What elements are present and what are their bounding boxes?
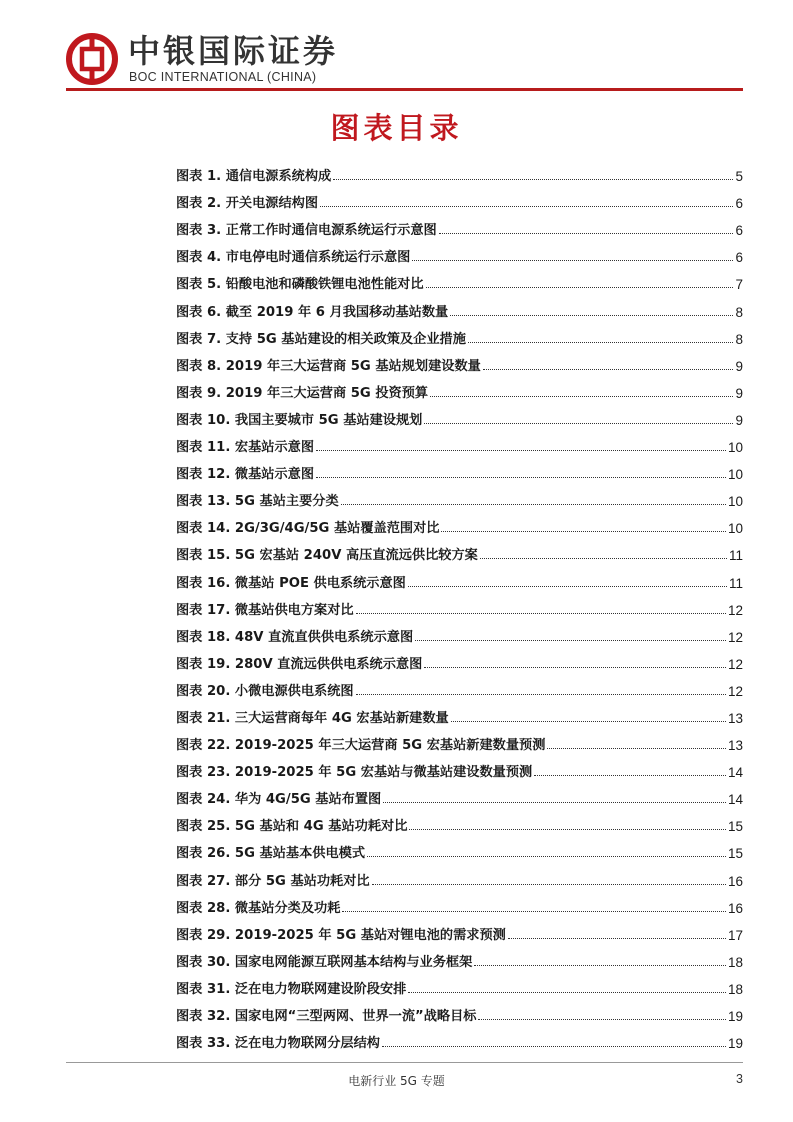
toc-entry-page[interactable]: 16 — [727, 900, 743, 916]
toc-entry-label[interactable]: 图表 20. 小微电源供电系统图 — [176, 683, 354, 699]
toc-entry-label[interactable]: 图表 4. 市电停电时通信系统运行示意图 — [176, 250, 411, 266]
toc-entry[interactable] — [176, 428, 743, 455]
toc-dot-leader — [474, 965, 726, 966]
toc-entry-page[interactable]: 8 — [735, 304, 743, 320]
toc-entry[interactable] — [176, 943, 743, 970]
toc-entry[interactable] — [176, 320, 743, 347]
toc-dot-leader — [441, 531, 726, 532]
header-divider — [66, 88, 743, 91]
footer-report-title: 电新行业 5G 专题 — [348, 1074, 445, 1088]
toc-entry-label[interactable]: 图表 26. 5G 基站基本供电模式 — [176, 846, 366, 862]
toc-dot-leader — [534, 775, 726, 776]
toc-entry-page[interactable]: 10 — [727, 467, 743, 483]
footer-page-number: 3 — [736, 1072, 743, 1086]
toc-entry-label[interactable]: 图表 30. 国家电网能源互联网基本结构与业务框架 — [176, 954, 473, 970]
toc-dot-leader — [372, 884, 726, 885]
toc-entry[interactable] — [176, 455, 743, 482]
toc-entry-page[interactable]: 7 — [735, 277, 743, 293]
toc-dot-leader — [430, 396, 733, 397]
toc-entry[interactable] — [176, 970, 743, 997]
brand-name-en: BOC INTERNATIONAL (CHINA) — [129, 70, 317, 84]
toc-entry-label[interactable]: 图表 28. 微基站分类及功耗 — [176, 900, 341, 916]
toc-entry-page[interactable]: 17 — [727, 927, 743, 943]
toc-entry-page[interactable]: 10 — [727, 521, 743, 537]
toc-entry-label[interactable]: 图表 21. 三大运营商每年 4G 宏基站新建数量 — [176, 710, 449, 726]
toc-entry[interactable] — [176, 211, 743, 238]
toc-dot-leader — [367, 856, 726, 857]
toc-entry-page[interactable]: 19 — [727, 1009, 743, 1024]
toc-entry[interactable] — [176, 536, 743, 563]
toc-entry-label[interactable]: 图表 16. 微基站 POE 供电系统示意图 — [176, 575, 406, 591]
toc-entry-page[interactable]: 6 — [735, 250, 743, 266]
toc-entry-label[interactable]: 图表 19. 280V 直流远供供电系统示意图 — [176, 656, 423, 672]
toc-entry-label[interactable]: 图表 9. 2019 年三大运营商 5G 投资预算 — [176, 385, 429, 401]
toc-entry-page[interactable]: 6 — [735, 223, 743, 239]
toc-entry-label[interactable]: 图表 7. 支持 5G 基站建设的相关政策及企业措施 — [176, 331, 466, 347]
toc-dot-leader — [483, 369, 734, 370]
toc-dot-leader — [316, 450, 726, 451]
toc-entry-page[interactable]: 15 — [727, 846, 743, 862]
toc-entry-page[interactable]: 11 — [728, 575, 743, 591]
toc-dot-leader — [408, 992, 726, 993]
toc-entry[interactable] — [176, 753, 743, 780]
toc-dot-leader — [356, 694, 726, 695]
toc-dot-leader — [342, 911, 726, 912]
toc-entry[interactable] — [176, 591, 743, 618]
toc-entry[interactable] — [176, 184, 743, 211]
toc-entry-label[interactable]: 图表 3. 正常工作时通信电源系统运行示意图 — [176, 223, 437, 239]
toc-entry[interactable] — [176, 997, 743, 1024]
toc-entry[interactable] — [176, 672, 743, 699]
toc-entry[interactable] — [176, 726, 743, 753]
toc-dot-leader — [408, 586, 727, 587]
toc-entry[interactable] — [176, 482, 743, 509]
toc-entry-label[interactable]: 图表 32. 国家电网“三型两网、世界一流”战略目标 — [176, 1009, 477, 1024]
toc-entry-label[interactable]: 图表 24. 华为 4G/5G 基站布置图 — [176, 792, 382, 808]
toc-entry[interactable] — [176, 265, 743, 292]
toc-entry-page[interactable]: 19 — [727, 1036, 743, 1052]
toc-entry-page[interactable]: 6 — [735, 196, 743, 212]
toc-entry[interactable] — [176, 292, 743, 319]
toc-entry-page[interactable]: 9 — [735, 385, 743, 401]
toc-dot-leader — [478, 1019, 726, 1020]
toc-entry-label[interactable]: 图表 12. 微基站示意图 — [176, 467, 315, 483]
toc-entry-label[interactable]: 图表 22. 2019-2025 年三大运营商 5G 宏基站新建数量预测 — [176, 738, 546, 754]
toc-entry[interactable] — [176, 916, 743, 943]
brand-name-cn: 中银国际证券 — [128, 32, 339, 70]
toc-entry[interactable] — [176, 780, 743, 807]
toc-entry-page[interactable]: 9 — [735, 358, 743, 374]
toc-entry-page[interactable]: 12 — [727, 683, 743, 699]
toc-entry[interactable] — [176, 374, 743, 401]
toc-entry-label[interactable]: 图表 27. 部分 5G 基站功耗对比 — [176, 873, 370, 889]
toc-entry-page[interactable]: 10 — [727, 440, 743, 456]
toc-dot-leader — [451, 721, 726, 722]
toc-dot-leader — [415, 640, 726, 641]
toc-entry-label[interactable]: 图表 25. 5G 基站和 4G 基站功耗对比 — [176, 819, 408, 835]
toc-entry-label[interactable]: 图表 2. 开关电源结构图 — [176, 196, 319, 212]
toc-dot-leader — [316, 477, 726, 478]
toc-entry[interactable] — [176, 861, 743, 888]
page-title: 图表目录 — [330, 111, 463, 145]
toc-entry-page[interactable]: 8 — [735, 331, 743, 347]
toc-dot-leader — [468, 342, 734, 343]
toc-dot-leader — [383, 802, 726, 803]
toc-entry-page[interactable]: 12 — [727, 602, 743, 618]
toc-entry-page[interactable]: 18 — [727, 954, 743, 970]
toc-entry-page[interactable]: 13 — [727, 710, 743, 726]
toc-entry-page[interactable]: 14 — [727, 792, 743, 808]
toc-entry[interactable] — [176, 509, 743, 536]
toc-dot-leader — [450, 315, 733, 316]
toc-entry-page[interactable]: 9 — [735, 412, 743, 428]
toc-entry[interactable] — [176, 807, 743, 834]
toc-entry-page[interactable]: 10 — [727, 494, 743, 510]
toc-entry-page[interactable]: 12 — [727, 629, 743, 645]
toc-entry-label[interactable]: 图表 13. 5G 基站主要分类 — [176, 494, 339, 510]
toc-dot-leader — [320, 206, 733, 207]
toc-entry[interactable] — [176, 563, 743, 590]
toc-entry-label[interactable]: 图表 29. 2019-2025 年 5G 基站对锂电池的需求预测 — [176, 927, 506, 943]
toc-entry-page[interactable]: 14 — [727, 765, 743, 781]
toc-dot-leader — [424, 423, 733, 424]
page-header — [0, 0, 793, 100]
toc-entry-label[interactable]: 图表 14. 2G/3G/4G/5G 基站覆盖范围对比 — [176, 521, 440, 537]
toc-entry-page[interactable]: 18 — [727, 981, 743, 997]
toc-entry-page[interactable]: 16 — [727, 873, 743, 889]
toc-entry-label[interactable]: 图表 15. 5G 宏基站 240V 高压直流远供比较方案 — [176, 548, 478, 564]
toc-entry-label[interactable]: 图表 31. 泛在电力物联网建设阶段安排 — [176, 981, 407, 997]
toc-entry[interactable] — [176, 157, 743, 184]
toc-entry[interactable] — [176, 1024, 743, 1051]
toc-entry[interactable] — [176, 401, 743, 428]
toc-dot-leader — [508, 938, 726, 939]
boc-logo-icon — [66, 33, 118, 85]
toc-dot-leader — [547, 748, 726, 749]
toc-entry-label[interactable]: 图表 11. 宏基站示意图 — [176, 440, 315, 456]
toc-entry-label[interactable]: 图表 18. 48V 直流直供供电系统示意图 — [176, 629, 414, 645]
toc-dot-leader — [341, 504, 726, 505]
toc-dot-leader — [412, 260, 733, 261]
toc-entry[interactable] — [176, 699, 743, 726]
toc-entry-label[interactable]: 图表 33. 泛在电力物联网分层结构 — [176, 1036, 380, 1052]
table-of-figures — [176, 157, 743, 1051]
toc-entry[interactable] — [176, 347, 743, 374]
toc-dot-leader — [409, 829, 726, 830]
toc-entry-label[interactable]: 图表 23. 2019-2025 年 5G 宏基站与微基站建设数量预测 — [176, 765, 533, 781]
footer-divider — [66, 1062, 743, 1063]
toc-dot-leader — [426, 287, 734, 288]
toc-entry[interactable] — [176, 238, 743, 265]
toc-entry-label[interactable]: 图表 6. 截至 2019 年 6 月我国移动基站数量 — [176, 304, 449, 320]
toc-entry[interactable] — [176, 645, 743, 672]
toc-entry-page[interactable]: 12 — [727, 656, 743, 672]
toc-entry-page[interactable]: 13 — [727, 738, 743, 754]
toc-entry-label[interactable]: 图表 1. 通信电源系统构成 — [176, 169, 332, 185]
toc-entry[interactable] — [176, 618, 743, 645]
toc-dot-leader — [333, 179, 733, 180]
toc-entry-page[interactable]: 5 — [735, 169, 743, 185]
toc-entry-label[interactable]: 图表 10. 我国主要城市 5G 基站建设规划 — [176, 412, 423, 428]
toc-dot-leader — [356, 613, 726, 614]
toc-entry-label[interactable]: 图表 17. 微基站供电方案对比 — [176, 602, 354, 618]
toc-entry-page[interactable]: 11 — [728, 548, 743, 564]
toc-dot-leader — [439, 233, 734, 234]
toc-dot-leader — [382, 1046, 726, 1047]
toc-entry-page[interactable]: 15 — [727, 819, 743, 835]
toc-dot-leader — [424, 667, 726, 668]
toc-entry[interactable] — [176, 834, 743, 861]
toc-entry-label[interactable]: 图表 8. 2019 年三大运营商 5G 基站规划建设数量 — [176, 358, 481, 374]
toc-entry[interactable] — [176, 889, 743, 916]
toc-entry-label[interactable]: 图表 5. 铅酸电池和磷酸铁锂电池性能对比 — [176, 277, 424, 293]
toc-dot-leader — [480, 558, 727, 559]
